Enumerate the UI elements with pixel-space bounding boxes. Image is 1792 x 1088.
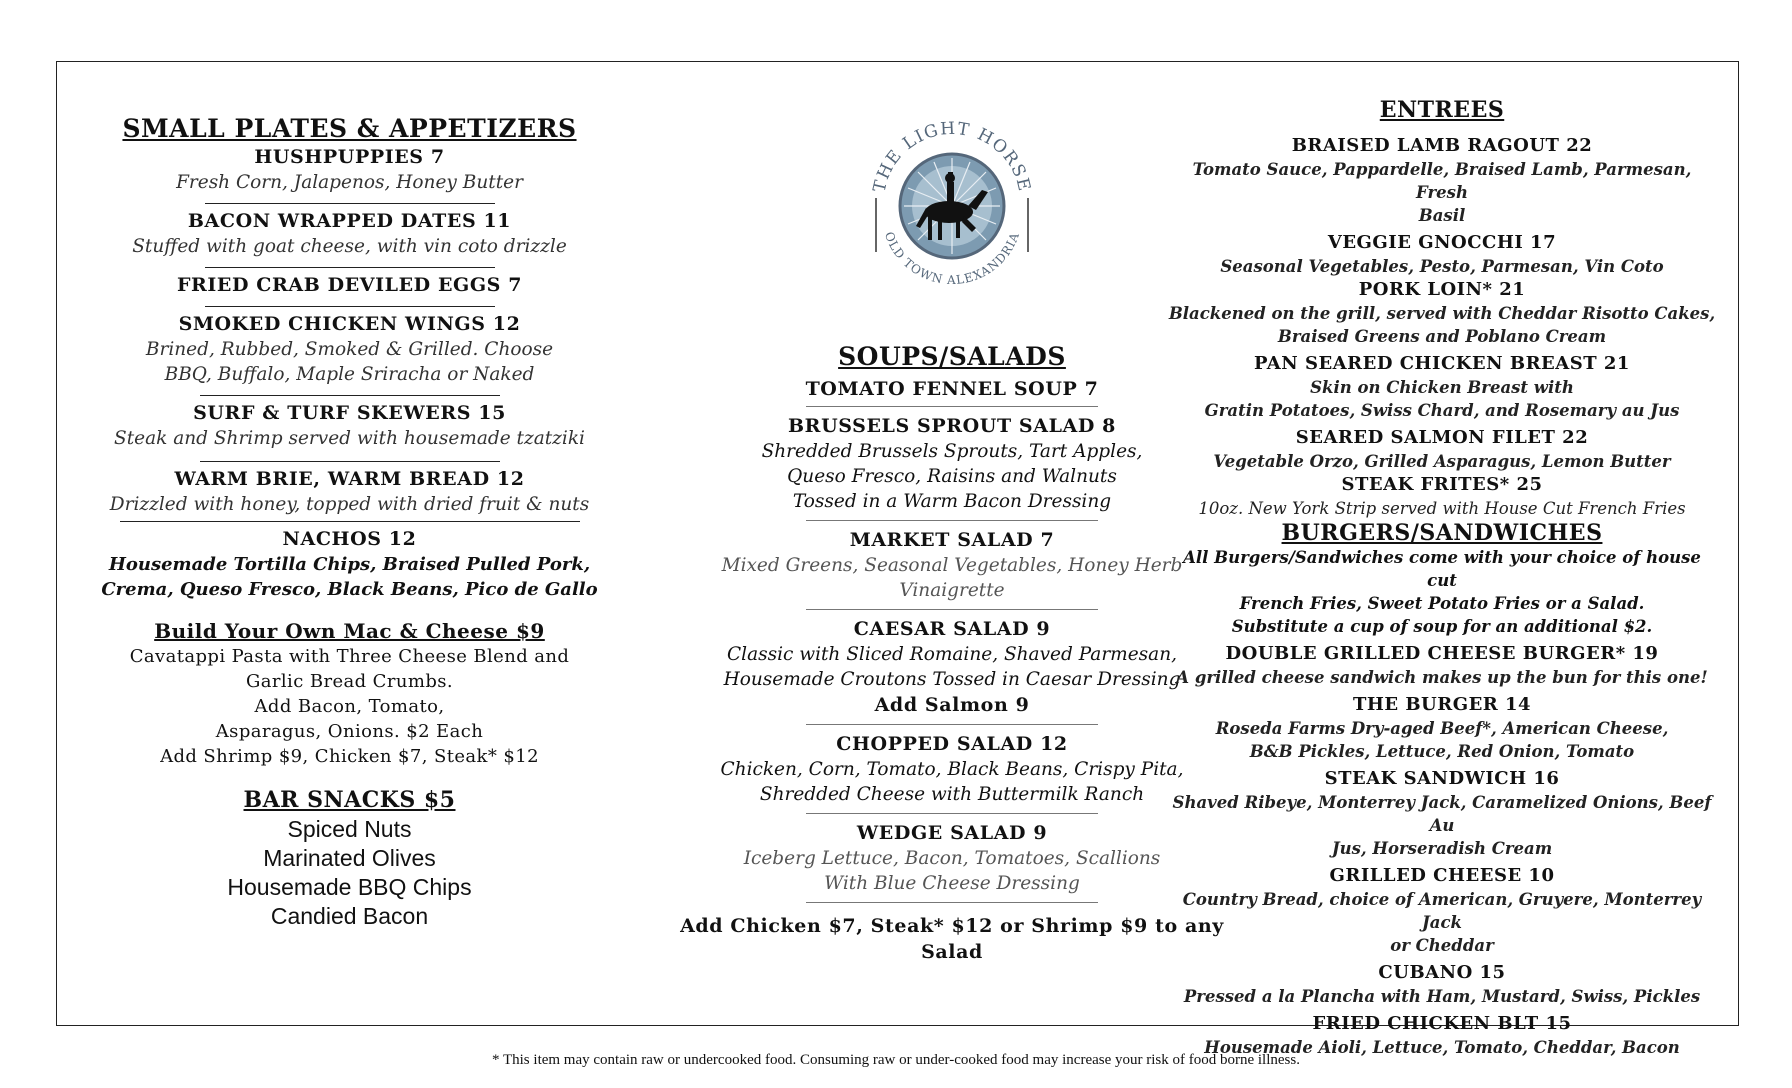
soups-title: SOUPS/SALADS [838, 342, 1066, 371]
item-desc: Drizzled with honey, topped with dried fruit & nuts [109, 494, 590, 515]
item-name: CHOPPED SALAD 12 [836, 733, 1068, 755]
item-desc: Housemade Tortilla Chips, Braised Pulled Pork, [108, 554, 591, 575]
burgers-title: BURGERS/SANDWICHES [1281, 520, 1603, 546]
appetizers-title: SMALL PLATES & APPETIZERS [122, 114, 577, 143]
item-name: PORK LOIN* 21 [1358, 279, 1526, 300]
item-name: BRAISED LAMB RAGOUT 22 [1291, 135, 1593, 156]
item-name: SURF & TURF SKEWERS 15 [193, 402, 506, 424]
item-name: HUSHPUPPIES 7 [254, 146, 445, 168]
item-name: TOMATO FENNEL SOUP 7 [805, 378, 1099, 400]
salad-addon: Add Chicken $7, Steak* $12 or Shrimp $9 to any [680, 915, 1224, 937]
snack-item: Spiced Nuts [287, 816, 412, 842]
item-desc: Country Bread, choice of American, Gruyere, Monterrey Jack [1182, 890, 1702, 932]
item-desc: Blackened on the grill, served with Cheddar Risotto Cakes, [1168, 304, 1716, 323]
item-desc: Iceberg Lettuce, Bacon, Tomatoes, Scallions [743, 848, 1161, 869]
appetizers-column [87, 62, 612, 931]
mac-line: Garlic Bread Crumbs. [245, 671, 453, 692]
item-desc: Stuffed with goat cheese, with vin coto drizzle [132, 236, 567, 257]
menu-frame [56, 61, 1739, 1057]
light-horse-logo [852, 102, 1052, 302]
entrees-column [1167, 62, 1717, 1059]
item-desc: Crema, Queso Fresco, Black Beans, Pico de Gallo [101, 579, 598, 600]
item-name: STEAK FRITES* 25 [1341, 474, 1543, 495]
item-name: SMOKED CHICKEN WINGS 12 [178, 313, 521, 335]
bar-snacks-title: BAR SNACKS $5 [243, 787, 456, 813]
item-desc: Fresh Corn, Jalapenos, Honey Butter [176, 172, 523, 193]
item-desc: Queso Fresco, Raisins and Walnuts [787, 466, 1117, 487]
item-desc: Shredded Cheese with Buttermilk Ranch [759, 784, 1145, 805]
item-desc: Roseda Farms Dry-aged Beef*, American Cheese, [1215, 719, 1669, 738]
item-name: DOUBLE GRILLED CHEESE BURGER* 19 [1225, 643, 1659, 664]
mac-line: Asparagus, Onions. $2 Each [215, 721, 484, 742]
item-desc: or Cheddar [1390, 936, 1494, 955]
item-desc: Vinaigrette [899, 580, 1005, 601]
item-desc: Pressed a la Plancha with Ham, Mustard, Swiss, Pickles [1183, 987, 1701, 1006]
salad-addon: Salad [921, 941, 983, 963]
item-desc: Shredded Brussels Sprouts, Tart Apples, [761, 441, 1143, 462]
mac-line: Cavatappi Pasta with Three Cheese Blend and [129, 646, 570, 667]
item-desc: Chicken, Corn, Tomato, Black Beans, Crispy Pita, [720, 759, 1184, 780]
item-desc: Gratin Potatoes, Swiss Chard, and Rosemary au Jus [1204, 401, 1680, 420]
item-name: VEGGIE GNOCCHI 17 [1327, 232, 1557, 253]
item-desc: Brined, Rubbed, Smoked & Grilled. Choose [145, 339, 554, 360]
item-name: STEAK SANDWICH 16 [1324, 768, 1560, 789]
item-desc: Seasonal Vegetables, Pesto, Parmesan, Vin Coto [1220, 257, 1664, 276]
item-desc: Tomato Sauce, Pappardelle, Braised Lamb, Parmesan, Fresh [1192, 160, 1692, 202]
snack-item: Marinated Olives [263, 845, 436, 871]
logo-bottom-text: OLD TOWN ALEXANDRIA [881, 229, 1023, 288]
item-desc: Steak and Shrimp served with housemade tzatziki [114, 428, 585, 449]
item-desc: BBQ, Buffalo, Maple Sriracha or Naked [164, 364, 535, 385]
item-desc: Skin on Chicken Breast with [1310, 378, 1574, 397]
item-name: NACHOS 12 [282, 528, 417, 550]
item-desc: Housemade Croutons Tossed in Caesar Dressing [723, 669, 1181, 690]
item-desc: Tossed in a Warm Bacon Dressing [792, 491, 1112, 512]
item-desc: Housemade Aioli, Lettuce, Tomato, Cheddar, Bacon [1204, 1038, 1680, 1057]
entrees-title: ENTREES [1379, 97, 1505, 123]
item-desc: Basil [1418, 206, 1466, 225]
item-name: BACON WRAPPED DATES 11 [187, 210, 512, 232]
soups-column [657, 62, 1247, 965]
item-desc: Mixed Greens, Seasonal Vegetables, Honey Herb [721, 555, 1183, 576]
item-name: FRIED CHICKEN BLT 15 [1312, 1013, 1572, 1034]
burgers-intro: Substitute a cup of soup for an additional $2. [1231, 617, 1653, 636]
item-name: GRILLED CHEESE 10 [1329, 865, 1555, 886]
item-desc: B&B Pickles, Lettuce, Red Onion, Tomato [1249, 742, 1635, 761]
item-desc: Vegetable Orzo, Grilled Asparagus, Lemon Butter [1213, 452, 1671, 471]
mac-title: Build Your Own Mac & Cheese $9 [154, 619, 545, 643]
mac-line: Add Bacon, Tomato, [254, 696, 445, 717]
item-desc: With Blue Cheese Dressing [824, 873, 1080, 894]
burgers-intro: All Burgers/Sandwiches come with your choice of house cut [1183, 548, 1701, 590]
item-name: CAESAR SALAD 9 [853, 618, 1051, 640]
item-name: WEDGE SALAD 9 [856, 822, 1048, 844]
item-desc: Jus, Horseradish Cream [1331, 839, 1553, 858]
item-name: FRIED CRAB DEVILED EGGS 7 [176, 274, 523, 296]
item-name: SEARED SALMON FILET 22 [1295, 427, 1589, 448]
item-name: PAN SEARED CHICKEN BREAST 21 [1254, 353, 1630, 374]
item-desc: Classic with Sliced Romaine, Shaved Parmesan, [727, 644, 1177, 665]
snack-item: Candied Bacon [270, 903, 429, 929]
burgers-intro: French Fries, Sweet Potato Fries or a Salad. [1239, 594, 1645, 613]
raw-food-disclaimer: * This item may contain raw or undercooked food. Consuming raw or under-cooked food may increase your risk of food borne illness. [492, 1052, 1300, 1068]
item-name: MARKET SALAD 7 [849, 529, 1055, 551]
item-name: BRUSSELS SPROUT SALAD 8 [788, 415, 1116, 437]
item-desc: Shaved Ribeye, Monterrey Jack, Caramelized Onions, Beef Au [1172, 793, 1712, 835]
mac-line: Add Shrimp $9, Chicken $7, Steak* $12 [160, 746, 539, 767]
item-name: THE BURGER 14 [1352, 694, 1532, 715]
item-desc: A grilled cheese sandwich makes up the bun for this one! [1176, 668, 1708, 687]
item-addon: Add Salmon 9 [874, 694, 1030, 716]
item-name: WARM BRIE, WARM BREAD 12 [174, 468, 525, 490]
snack-item: Housemade BBQ Chips [227, 874, 472, 900]
item-desc: Braised Greens and Poblano Cream [1277, 327, 1607, 346]
logo-top-text: THE LIGHT HORSE [869, 118, 1035, 195]
item-desc: 10oz. New York Strip served with House Cut French Fries [1198, 499, 1686, 518]
item-name: CUBANO 15 [1378, 962, 1506, 983]
